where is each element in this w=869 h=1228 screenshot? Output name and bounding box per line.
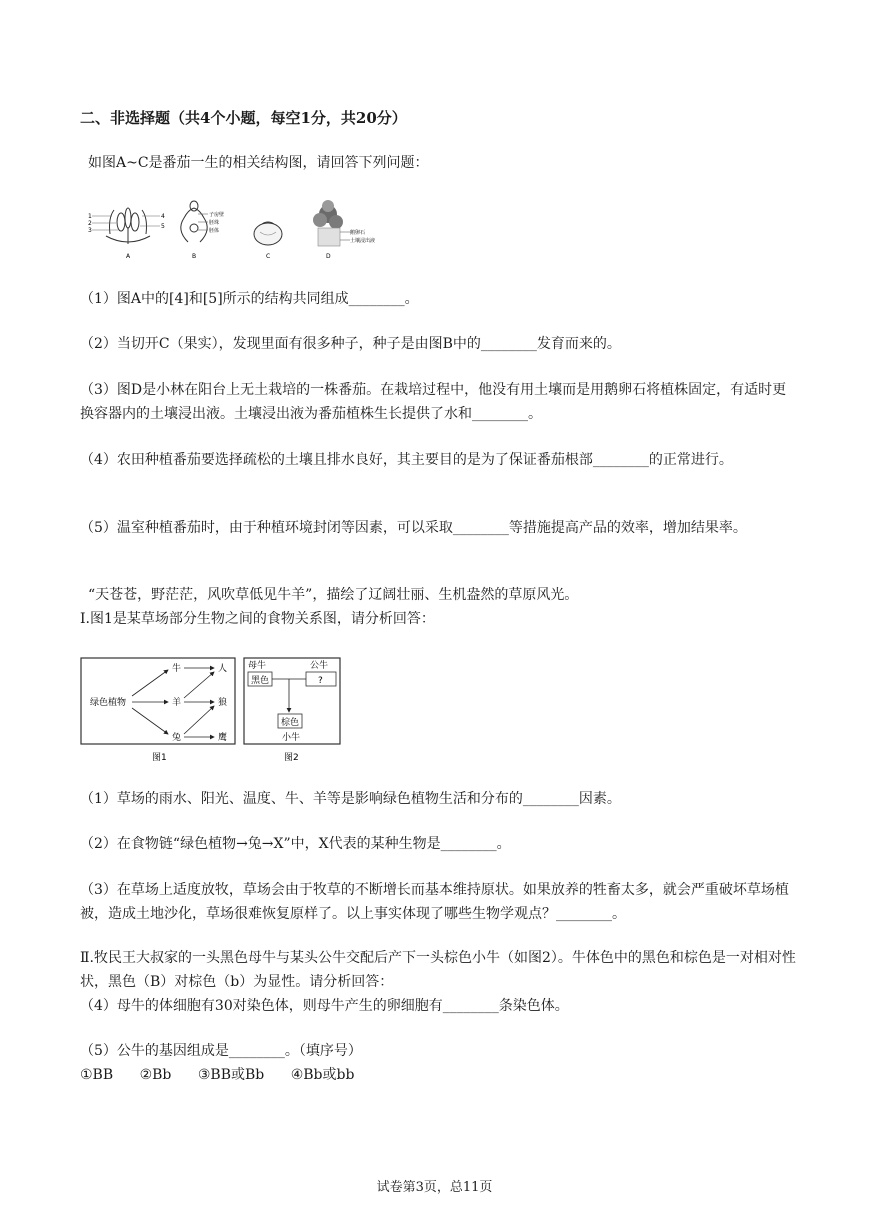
figure-d-plant — [313, 200, 375, 260]
q2-intro: “天苍苍，野茫茫，风吹草低见牛羊”，描绘了辽阔壮丽、生机盎然的草原风光。 — [88, 587, 579, 603]
fig1-top-eagle: 鹰 — [218, 733, 228, 743]
figure-b-label-2: 胚珠 — [209, 220, 220, 226]
tomato-figure — [88, 196, 388, 264]
fig2-bull-color: ? — [318, 676, 323, 686]
q2-item-1: （1）草场的雨水、阳光、温度、牛、羊等是影响绿色植物生活和分布的________因素。 — [80, 791, 621, 807]
fig2-calf-color: 棕色 — [281, 718, 300, 728]
fig1-mid-sheep: 羊 — [172, 698, 182, 708]
q2-item-4: （4）母牛的体细胞有30对染色体，则母牛产生的卵细胞有________条染色体。 — [80, 998, 569, 1014]
fig1-top-wolf: 狼 — [218, 698, 228, 708]
page-footer: 试卷第3页，总11页 — [376, 1180, 493, 1195]
figure-a-flower — [88, 208, 165, 260]
figure-a-num-4: 4 — [161, 213, 165, 220]
figure-a-num-3: 3 — [88, 227, 92, 234]
figure-b-label-3: 胚体 — [209, 228, 220, 234]
fig1-top-human: 人 — [218, 664, 228, 674]
fig2-cow-color: 黑色 — [251, 676, 270, 686]
figure-a-num-5: 5 — [161, 223, 165, 230]
fig2-bull: 公牛 — [310, 661, 329, 671]
option-1: ①BB — [80, 1067, 114, 1083]
option-3: ③BB或Bb — [197, 1067, 265, 1083]
q2-item-2: （2）在食物链“绿色植物→兔→X”中，X代表的某种生物是________。 — [80, 836, 511, 852]
q1-intro: 如图A~C是番茄一生的相关结构图，请回答下列问题： — [88, 155, 429, 171]
q1-item-2: （2）当切开C（果实），发现里面有很多种子，种子是由图B中的________发育而来的。 — [80, 336, 621, 352]
q1-item-4: （4）农田种植番茄要选择疏松的土壤且排水良好，其主要目的是为了保证番茄根部________的正常进行。 — [80, 452, 733, 468]
q2-item-5: （5）公牛的基因组成是________。（填序号） — [80, 1043, 362, 1059]
fig1-caption: 图1 — [152, 753, 167, 763]
figure-label-a: A — [126, 253, 131, 260]
q1-item-1: （1）图A中的[4]和[5]所示的结构共同组成________。 — [80, 291, 419, 307]
figure-d-label-1: 鹅卵石 — [350, 230, 366, 236]
q1-item-5: （5）温室种植番茄时，由于种植环境封闭等因素，可以采取________等措施提高产品的效率，增加结果率。 — [80, 520, 747, 536]
fig1-producer: 绿色植物 — [90, 698, 127, 708]
q2-part1: Ⅰ.图1是某草场部分生物之间的食物关系图，请分析回答： — [80, 611, 435, 627]
figure-label-b: B — [192, 253, 197, 260]
option-2: ②Bb — [139, 1067, 172, 1083]
food-web-and-genetics-figure — [80, 654, 342, 766]
option-4: ④Bb或bb — [290, 1067, 355, 1083]
fig1-mid-rabbit: 兔 — [172, 733, 182, 743]
section-title: 二、非选择题（共4个小题，每空1分，共20分） — [80, 109, 407, 127]
figure-d-label-2: 土壤浸出液 — [350, 238, 376, 244]
figure-label-c: C — [266, 253, 271, 260]
q2-part2: Ⅱ.牧民王大叔家的一头黑色母牛与某头公牛交配后产下一头棕色小牛（如图2）。牛体色中的黑色和棕色是一对相对性状，黑色（B）对棕色（b）为显性。请分析回答： — [80, 950, 796, 990]
q2-item-3: （3）在草场上适度放牧，草场会由于牧草的不断增长而基本维持原状。如果放养的牲畜太多，就会严重破坏草场植被，造成土地沙化，草场很难恢复原样了。以上事实体现了哪些生物学观点？________。 — [80, 882, 789, 922]
fig2-cow: 母牛 — [248, 661, 267, 671]
fig2-calf: 小牛 — [282, 733, 301, 743]
figure-c-fruit — [254, 222, 282, 260]
q2-options — [80, 1063, 800, 1087]
q1-item-3: （3）图D是小林在阳台上无土栽培的一株番茄。在栽培过程中，他没有用土壤而是用鹅卵石将植株固定，有适时更换容器内的土壤浸出液。土壤浸出液为番茄植株生长提供了水和________。 — [80, 382, 787, 422]
figure-b-ovary — [181, 201, 224, 260]
fig1-mid-cow: 牛 — [172, 664, 182, 674]
figure-label-d: D — [326, 253, 331, 260]
fig2-caption: 图2 — [284, 753, 299, 763]
figure-a-num-1: 1 — [88, 213, 92, 220]
figure-b-label-1: 子房壁 — [209, 212, 225, 218]
figure-a-num-2: 2 — [88, 220, 92, 227]
